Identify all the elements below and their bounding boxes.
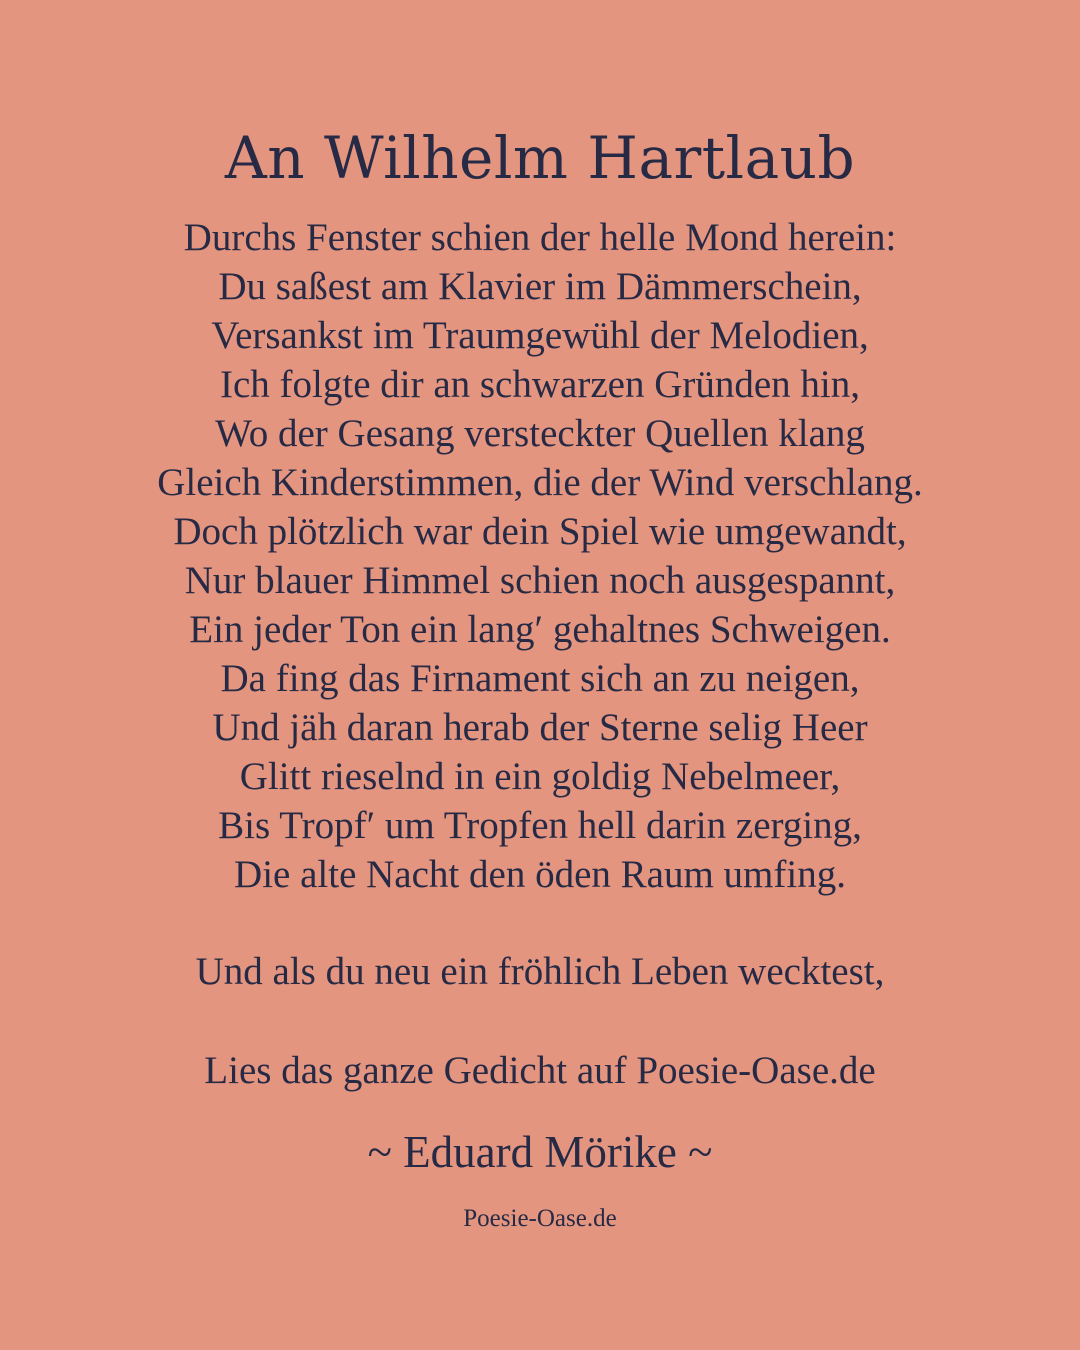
poem-line: Du saßest am Klavier im Dämmerschein, [218, 265, 862, 308]
poem-line: Gleich Kinderstimmen, die der Wind verschlang. [157, 461, 923, 504]
poem-author: ~ Eduard Mörike ~ [367, 1127, 713, 1177]
poem-line: Doch plötzlich war dein Spiel wie umgewandt, [173, 510, 907, 553]
poem-extra-line: Und als du neu ein fröhlich Leben wecktest, [195, 950, 885, 993]
poem-line: Versankst im Traumgewühl der Melodien, [211, 314, 869, 357]
poem-line: Ein jeder Ton ein lang′ gehaltnes Schweigen. [189, 608, 891, 651]
poem-line: Durchs Fenster schien der helle Mond herein: [183, 216, 897, 259]
poem-line: Und jäh daran herab der Sterne selig Heer [212, 706, 868, 749]
site-footer: Poesie-Oase.de [463, 1205, 617, 1232]
poem-line: Glitt rieselnd in ein goldig Nebelmeer, [239, 755, 841, 798]
poem-line: Da fing das Firnament sich an zu neigen, [220, 657, 860, 700]
poem-line: Bis Tropf′ um Tropfen hell darin zerging, [218, 804, 862, 847]
poem-line: Nur blauer Himmel schien noch ausgespannt, [184, 559, 896, 602]
poem-title: An Wilhelm Hartlaub [224, 124, 856, 192]
poem-line: Ich folgte dir an schwarzen Gründen hin, [219, 363, 860, 406]
read-more-text: Lies das ganze Gedicht auf Poesie-Oase.de [204, 1049, 876, 1092]
poem-line: Die alte Nacht den öden Raum umfing. [234, 853, 846, 896]
poem-stanza [0, 213, 1080, 899]
poem-line: Wo der Gesang versteckter Quellen klang [215, 412, 865, 455]
